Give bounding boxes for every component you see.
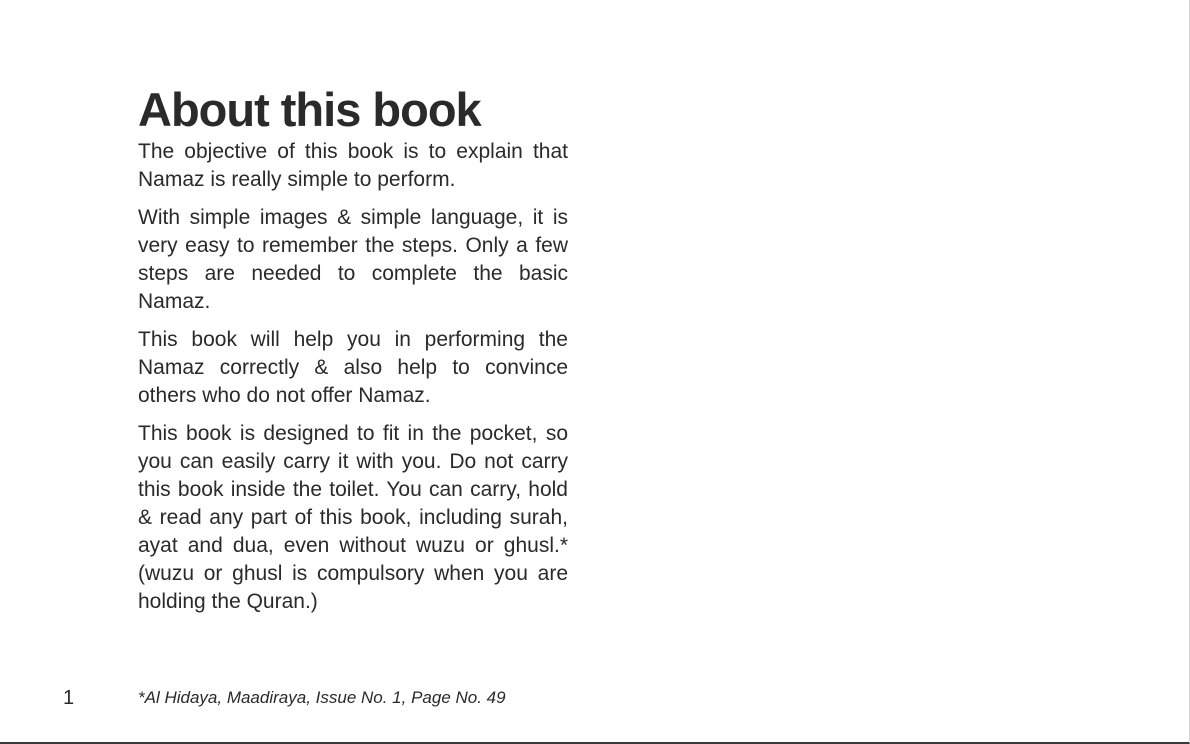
paragraph-help: This book will help you in performing the Namaz correctly & also help to convince others who do not offer Namaz. <box>138 328 568 407</box>
page-title: About this book <box>138 83 481 136</box>
footnote: *Al Hidaya, Maadiraya, Issue No. 1, Page No. 49 <box>138 688 506 707</box>
content-block <box>138 84 568 626</box>
paragraph-objective: The objective of this book is to explain that Namaz is really simple to perform. <box>138 140 568 191</box>
paragraph-simple-steps: With simple images & simple language, it is very easy to remember the steps. Only a few steps are needed to complete the basic Namaz. <box>138 206 568 313</box>
paragraph-pocket: This book is designed to fit in the pocket, so you can easily carry it with you. Do not carry this book inside the toilet. You can carry, hold & read any part of this book, including surah, ayat and dua, even without wuzu or ghusl.* (wuzu or ghusl is compulsory when you are holding the Quran.) <box>138 422 568 613</box>
page-number: 1 <box>63 687 75 709</box>
